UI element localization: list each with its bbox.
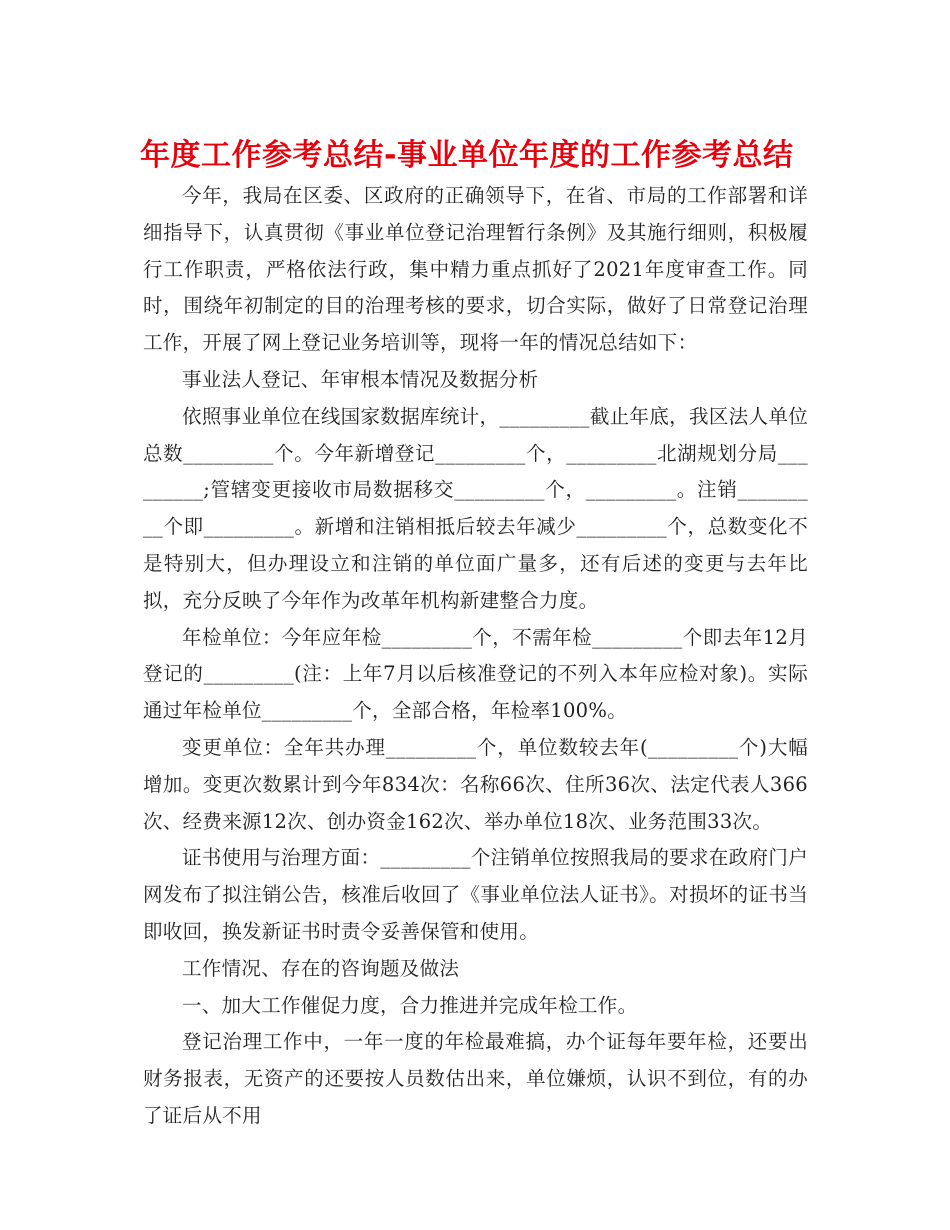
paragraph-changes: 变更单位：全年共办理_________个，单位数较去年(_________个)大幅增加。变更次数累计到今年834次：名称66次、住所36次、法定代表人366次、经费来源12次、创办资金162次、举办单位18次、业务范围33次。	[143, 735, 808, 833]
paragraph-statistics: 依照事业单位在线国家数据库统计，_________截止年底，我区法人单位总数_________个。今年新增登记_________个，_________北湖规划分局_________;管辖变更接收市局数据移交_________个，_________。注销_________个即_________。新增和注销相抵后较去年减少_________个，总数变化不是特别大，但办理设立和注销的单位面广量多，还有后述的变更与去年比拟，充分反映了今年作为改革年机构新建整合力度。	[143, 404, 808, 612]
section-heading-registration: 事业法人登记、年审根本情况及数据分析	[182, 367, 539, 391]
section-heading-work-issues: 工作情况、存在的咨询题及做法	[182, 956, 460, 980]
subheading-item-one: 一、加大工作催促力度，合力推进并完成年检工作。	[182, 993, 638, 1017]
document-title: 年度工作参考总结-事业单位年度的工作参考总结	[140, 138, 794, 173]
paragraph-intro: 今年，我局在区委、区政府的正确领导下，在省、市局的工作部署和详细指导下，认真贯彻《事业单位登记治理暂行条例》及其施行细则，积极履行工作职责，严格依法行政，集中精力重点抓好了2021年度审查工作。同时，围绕年初制定的目的治理考核的要求，切合实际，做好了日常登记治理工作，开展了网上登记业务培训等，现将一年的情况总结如下：	[143, 184, 808, 355]
paragraph-annual-inspection: 年检单位：今年应年检_________个，不需年检_________个即去年12月登记的_________(注：上年7月以后核准登记的不列入本年应检对象)。实际通过年检单位_________个，全部合格，年检率100%。	[143, 625, 808, 723]
paragraph-certificates: 证书使用与治理方面：_________个注销单位按照我局的要求在政府门户网发布了拟注销公告，核准后收回了《事业单位法人证书》。对损坏的证书当即收回，换发新证书时责令妥善保管和使用。	[143, 846, 808, 943]
document-body	[143, 178, 808, 1135]
paragraph-registration-management: 登记治理工作中，一年一度的年检最难搞，办个证每年要年检，还要出财务报表，无资产的还要按人员数估出来，单位嫌烦，认识不到位，有的办了证后从不用	[143, 1030, 808, 1127]
